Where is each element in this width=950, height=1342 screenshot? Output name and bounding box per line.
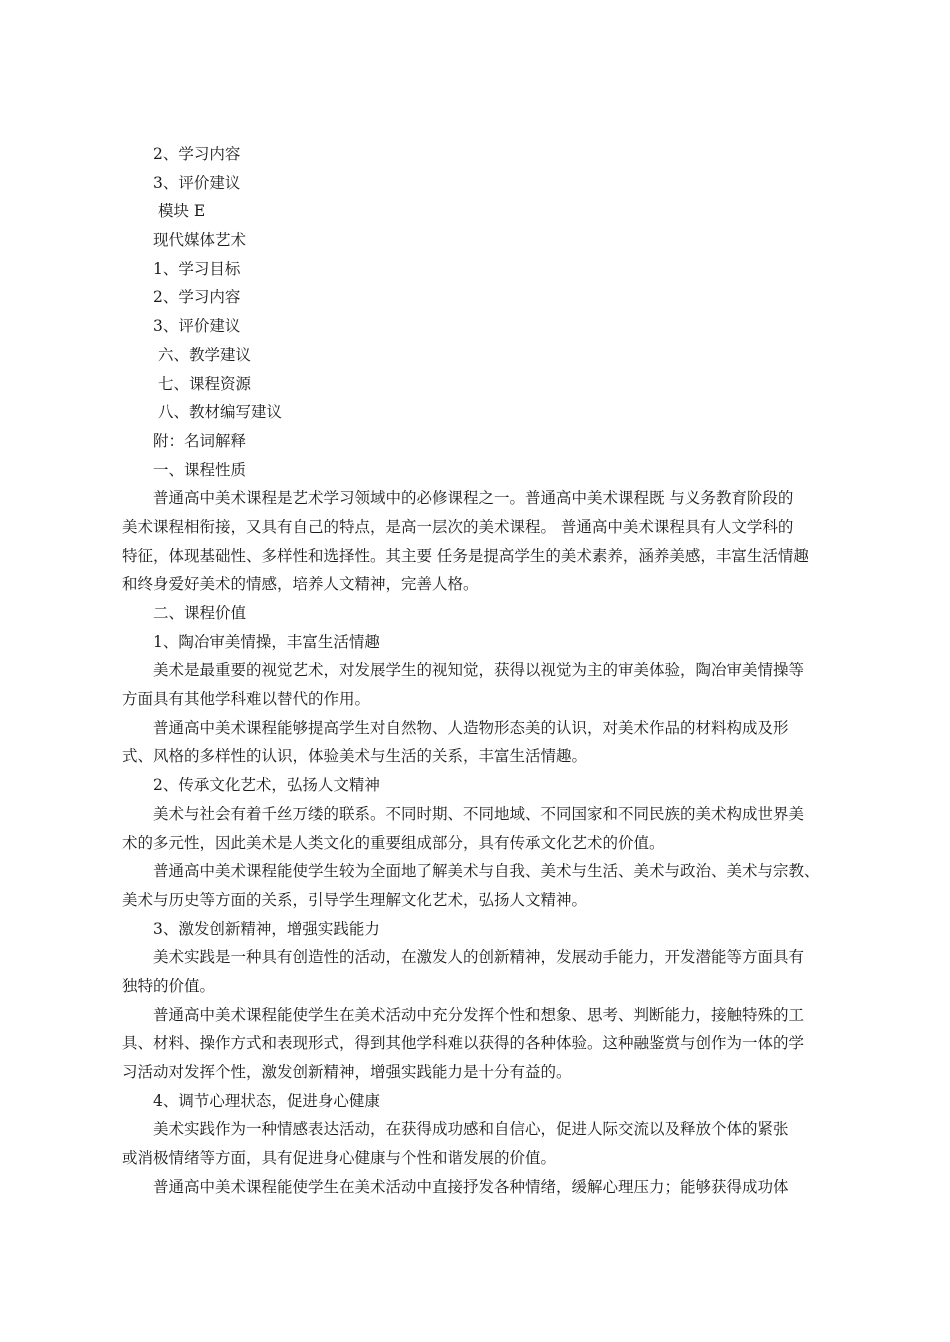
paragraph: [122, 714, 834, 771]
document-body: [122, 484, 834, 1201]
paragraph: [122, 800, 834, 857]
outline-item: 一、课程性质: [153, 460, 247, 479]
outline-item: 七、课程资源: [158, 374, 252, 393]
paragraph-line: 普通高中美术课程是艺术学习领域中的必修课程之一。普通高中美术课程既 与义务教育阶段的: [153, 489, 794, 508]
paragraph-line: 普通高中美术课程能使学生在美术活动中直接抒发各种情绪，缓解心理压力；能够获得成功体: [153, 1177, 789, 1196]
section-heading: 二、课程价值: [153, 604, 247, 622]
paragraph: [122, 857, 834, 914]
outline-item: 模块 E: [158, 202, 206, 221]
outline-item: 3、评价建议: [153, 317, 241, 336]
paragraph: [122, 1115, 834, 1172]
paragraph: [122, 943, 834, 1000]
paragraph: [122, 1173, 834, 1202]
document-page: [122, 140, 834, 1201]
paragraph-line: 美术是最重要的视觉艺术，对发展学生的视知觉，获得以视觉为主的审美体验，陶冶审美情操等: [153, 661, 805, 680]
section-heading: 4、调节心理状态，促进身心健康: [153, 1091, 380, 1110]
paragraph-line: 具、材料、操作方式和表现形式，得到其他学科难以获得的各种体验。这种融鉴赏与创作为一体的学: [122, 1034, 805, 1053]
paragraph-line: 美术与社会有着千丝万缕的联系。不同时期、不同地域、不同国家和不同民族的美术构成世界美: [153, 804, 805, 823]
paragraph-line: 特征，体现基础性、多样性和选择性。其主要 任务是提高学生的美术素养，涵养美感，丰富生活情趣: [122, 546, 809, 565]
outline-item: 1、学习目标: [153, 259, 241, 278]
outline-item: 2、学习内容: [153, 288, 241, 307]
paragraph-line: 美术与历史等方面的关系，引导学生理解文化艺术，弘扬人文精神。: [122, 890, 588, 909]
outline-item: 2、学习内容: [153, 145, 241, 163]
outline-item: 六、教学建议: [158, 345, 252, 364]
paragraph-line: 术的多元性，因此美术是人类文化的重要组成部分，具有传承文化艺术的价值。: [122, 833, 665, 852]
outline-list: [122, 140, 834, 484]
paragraph-line: 或消极情绪等方面，具有促进身心健康与个性和谐发展的价值。: [122, 1149, 557, 1168]
paragraph-line: 方面具有其他学科难以替代的作用。: [122, 690, 371, 709]
paragraph-line: 美术实践作为一种情感表达活动，在获得成功感和自信心，促进人际交流以及释放个体的紧张: [153, 1120, 789, 1139]
paragraph-line: 普通高中美术课程能够提高学生对自然物、人造物形态美的认识，对美术作品的材料构成及形: [153, 718, 789, 737]
paragraph-line: 美术实践是一种具有创造性的活动，在激发人的创新精神，发展动手能力，开发潜能等方面具有: [153, 948, 805, 967]
paragraph-line: 独特的价值。: [122, 976, 216, 995]
paragraph-line: 式、风格的多样性的认识，体验美术与生活的关系，丰富生活情趣。: [122, 747, 588, 766]
paragraph-line: 普通高中美术课程能使学生较为全面地了解美术与自我、美术与生活、美术与政治、美术与宗教、: [153, 862, 820, 881]
outline-item: 3、评价建议: [153, 173, 241, 192]
section-heading: 2、传承文化艺术，弘扬人文精神: [153, 776, 380, 795]
paragraph-line: 和终身爱好美术的情感，培养人文精神，完善人格。: [122, 575, 479, 594]
paragraph: [122, 1001, 834, 1087]
paragraph: [122, 656, 834, 713]
section-heading: 3、激发创新精神，增强实践能力: [153, 919, 380, 938]
paragraph-line: 习活动对发挥个性，激发创新精神，增强实践能力是十分有益的。: [122, 1063, 572, 1081]
outline-item: 八、教材编写建议: [158, 403, 283, 422]
outline-item: 现代媒体艺术: [153, 231, 247, 250]
paragraph-line: 普通高中美术课程能使学生在美术活动中充分发挥个性和想象、思考、判断能力，接触特殊的工: [153, 1005, 805, 1024]
section-heading: 1、陶冶审美情操，丰富生活情趣: [153, 632, 380, 651]
outline-item: 附：名词解释: [153, 431, 247, 450]
paragraph-line: 美术课程相衔接，又具有自己的特点，是高一层次的美术课程。 普通高中美术课程具有人文学科的: [122, 517, 794, 536]
paragraph: [122, 484, 834, 599]
